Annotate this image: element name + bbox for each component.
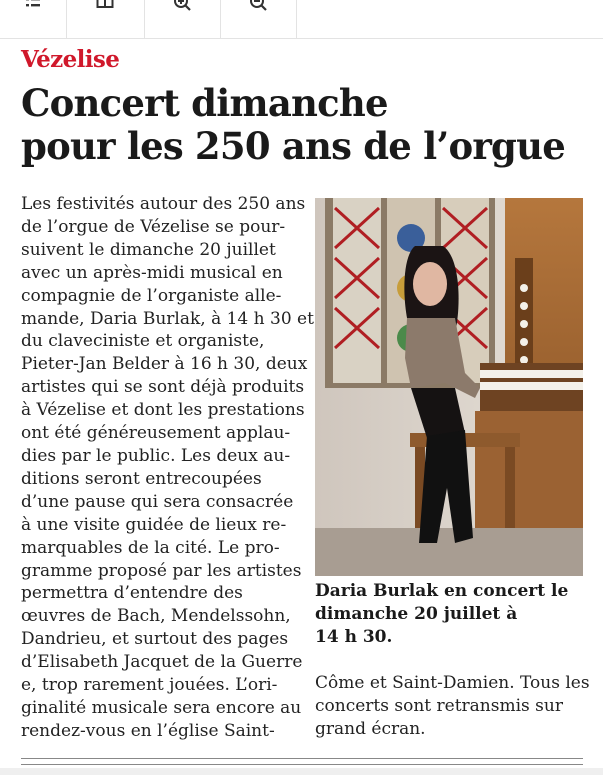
body-line: de l’orgue de Vézelise se pour-: [21, 216, 286, 237]
body-line: marquables de la cité. Le pro-: [21, 537, 280, 558]
body-line: Les festivités autour des 250 ans: [21, 194, 306, 214]
body-line: suivent le dimanche 20 juillet: [21, 239, 276, 260]
body-line: permettra d’entendre des: [21, 583, 243, 604]
headline-line: Concert dimanche: [21, 81, 388, 125]
zoom-in-icon: [173, 0, 191, 12]
divider-rule: [21, 758, 583, 759]
body-line: grand écran.: [315, 719, 426, 739]
zoom-out-icon: [249, 0, 267, 12]
divider-rule: [21, 764, 583, 765]
body-line: e, trop rarement jouées. L’ori-: [21, 675, 278, 696]
body-line: dies par le public. Les deux au-: [21, 445, 291, 466]
article-photo: [315, 198, 583, 576]
body-line: d’une pause qui sera consacrée: [21, 491, 294, 512]
body-line: à une visite guidée de lieux re-: [21, 514, 287, 535]
headline-line: pour les 250 ans de l’orgue: [21, 124, 565, 168]
body-line: concerts sont retransmis sur: [315, 696, 563, 716]
body-line: Pieter-Jan Belder à 16 h 30, deux: [21, 354, 308, 375]
pages-view-button[interactable]: [66, 0, 145, 38]
table-of-contents-button[interactable]: [0, 0, 67, 38]
body-line: artistes qui se sont déjà produits: [21, 377, 305, 398]
article-headline: [21, 82, 591, 168]
body-line: rendez-vous en l’église Saint-: [21, 720, 275, 741]
body-line: Côme et Saint-Damien. Tous les: [315, 673, 590, 693]
body-line: d’Elisabeth Jacquet de la Guerre: [21, 652, 303, 673]
caption-line: dimanche 20 juillet à: [315, 604, 518, 624]
list-icon: [24, 0, 42, 12]
body-line: du claveciniste et organiste,: [21, 331, 265, 352]
body-line: compagnie de l’organiste alle-: [21, 285, 282, 306]
body-line: Dandrieu, et surtout des pages: [21, 629, 289, 650]
body-line: ont été généreusement applau-: [21, 423, 291, 444]
book-icon: [96, 0, 114, 12]
zoom-out-button[interactable]: [220, 0, 297, 38]
body-line: œuvres de Bach, Mendelssohn,: [21, 606, 291, 627]
body-line: à Vézelise et dont les prestations: [21, 400, 305, 421]
photo-caption: [315, 580, 595, 649]
organist-photo: [315, 198, 583, 576]
zoom-in-button[interactable]: [144, 0, 221, 38]
caption-line: Daria Burlak en concert le: [315, 581, 569, 601]
body-line: gramme proposé par les artistes: [21, 560, 302, 581]
article-body-column-2: [315, 672, 595, 741]
page-bottom-bar: [0, 768, 603, 775]
body-line: mande, Daria Burlak, à 14 h 30 et: [21, 308, 314, 329]
body-line: ginalité musicale sera encore au: [21, 697, 302, 718]
caption-line: 14 h 30.: [315, 627, 393, 647]
body-line: avec un après-midi musical en: [21, 262, 283, 283]
article-kicker: Vézelise: [21, 46, 120, 73]
article-body-column-1: [21, 193, 314, 743]
body-line: ditions seront entrecoupées: [21, 468, 262, 489]
reader-toolbar: [0, 0, 603, 39]
